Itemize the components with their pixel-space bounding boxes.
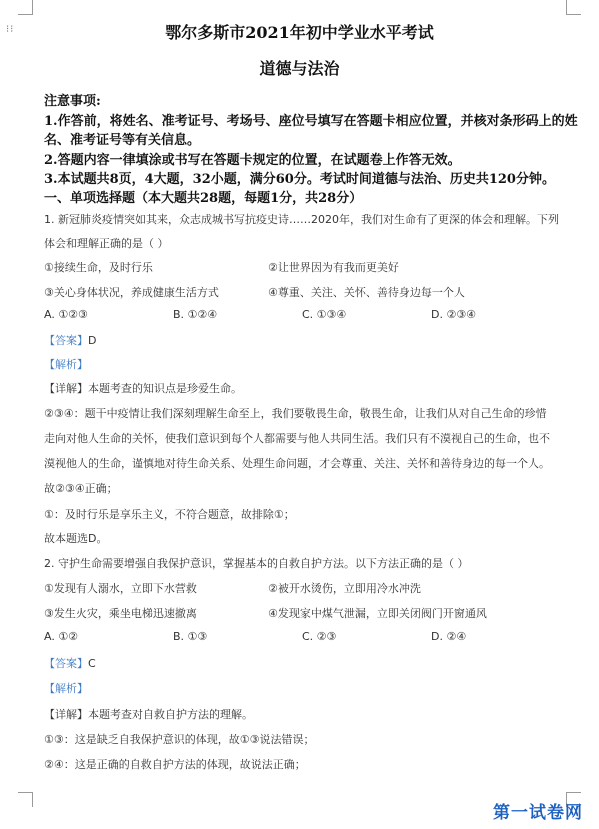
choice-b: B. ①③ (173, 630, 208, 643)
statement-option: ①接续生命，及时行乐 (44, 261, 153, 274)
choice-a: A. ①②③ (44, 308, 88, 321)
notice-heading: 注意事项: (44, 94, 101, 109)
question-stem: 2. 守护生命需要增强自我保护意识，掌握基本的自救自护方法。以下方法正确的是（ ） (44, 557, 469, 570)
question-stem: 体会和理解正确的是（ ） (44, 237, 169, 250)
section-heading: 一、单项选择题（本大题共28题，每题1分，共28分） (44, 191, 363, 206)
detail-text: 本题考查的知识点是珍爱生命。 (88, 382, 242, 395)
detail-line (44, 380, 242, 396)
choice-c: C. ②③ (302, 630, 337, 643)
statement-option: ①发现有人溺水，立即下水营救 (44, 582, 197, 595)
exam-subject: 道德与法治 (259, 59, 340, 78)
detail-text: 本题考查对自救自护方法的理解。 (88, 708, 253, 721)
statement-option: ④尊重、关注、关怀、善待身边每一个人 (268, 286, 465, 299)
notice-item: 名、准考证号等有关信息。 (44, 133, 201, 148)
exam-title: 鄂尔多斯市2021年初中学业水平考试 (165, 23, 434, 42)
answer-value: C (88, 657, 96, 670)
explanation-line: ②③④：题干中疫情让我们深刻理解生命至上，我们要敬畏生命，敬畏生命，让我们从对自己生命的珍惜 (44, 407, 547, 420)
detail-line (44, 706, 253, 722)
page-corner-mark (18, 792, 33, 807)
page-corner-mark (18, 0, 33, 15)
choice-d: D. ②③④ (431, 308, 477, 321)
statement-option: ③发生火灾，乘坐电梯迅速撤离 (44, 607, 197, 620)
explanation-line: 走向对他人生命的关怀，使我们意识到每个人都需要与他人共同生活。我们只有不漠视自己的生命，也不 (44, 432, 550, 445)
statement-option: ②让世界因为有我而更美好 (268, 261, 399, 274)
detail-tag: 【详解】 (44, 382, 88, 395)
answer-tag: 【答案】 (44, 657, 88, 670)
choice-b: B. ①②④ (173, 308, 218, 321)
notice-item: 1.作答前，将姓名、准考证号、考场号、座位号填写在答题卡相应位置，并核对条形码上的姓 (44, 114, 578, 129)
notice-item: 3.本试题共8页，4大题，32小题，满分60分。考试时间道德与法治、历史共120分钟。 (44, 172, 555, 187)
answer-line (44, 655, 96, 671)
statement-option: ③关心身体状况，养成健康生活方式 (44, 286, 219, 299)
answer-line (44, 332, 96, 348)
choice-a: A. ①② (44, 630, 79, 643)
explanation-line: ②④：这是正确的自救自护方法的体现，故说法正确； (44, 758, 306, 771)
answer-tag: 【答案】 (44, 334, 88, 347)
analysis-tag: 【解析】 (44, 358, 88, 371)
explanation-line: ①：及时行乐是享乐主义，不符合题意，故排除①； (44, 508, 295, 521)
detail-tag: 【详解】 (44, 708, 88, 721)
choice-c: C. ①③④ (302, 308, 347, 321)
statement-option: ④发现家中煤气泄漏，立即关闭阀门开窗通风 (268, 607, 487, 620)
choice-d: D. ②④ (431, 630, 467, 643)
statement-option: ②被开水烫伤，立即用冷水冲洗 (268, 582, 421, 595)
drag-handle-icon[interactable]: ⁝⁝ (6, 24, 15, 35)
answer-value: D (88, 334, 97, 347)
explanation-line: 漠视他人的生命，谨慎地对待生命关系、处理生命问题，才会尊重、关注、关怀和善待身边的每一个人。 (44, 457, 550, 470)
explanation-line: ①③：这是缺乏自我保护意识的体现，故①③说法错误； (44, 733, 315, 746)
site-watermark: 第一试卷网 (493, 803, 583, 823)
analysis-tag: 【解析】 (44, 682, 88, 695)
page-corner-mark (566, 0, 581, 15)
explanation-line: 故本题选D。 (44, 532, 108, 545)
notice-item: 2.答题内容一律填涂或书写在答题卡规定的位置，在试题卷上作答无效。 (44, 153, 461, 168)
question-stem: 1. 新冠肺炎疫情突如其来，众志成城书写抗疫史诗……2020年，我们对生命有了更深的体会和理解。下列 (44, 213, 559, 226)
explanation-line: 故②③④正确； (44, 482, 118, 495)
